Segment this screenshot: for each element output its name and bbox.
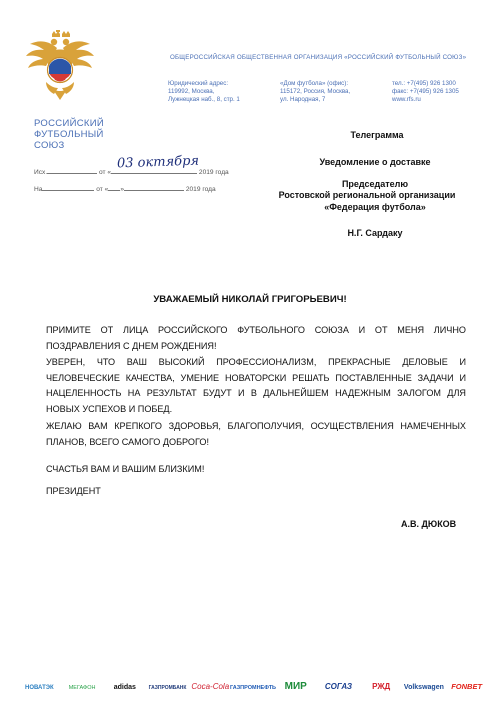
- handwritten-date: 03 октября: [116, 153, 200, 172]
- office-address-line: «Дом футбола» (офис):: [280, 80, 349, 87]
- sponsor-logo: НОВАТЭК: [25, 685, 54, 691]
- recipient-position-2: Ростовской региональной организации: [278, 190, 456, 200]
- organization-name: ОБЩЕРОССИЙСКАЯ ОБЩЕСТВЕННАЯ ОРГАНИЗАЦИЯ «РОССИЙСКИЙ ФУТБОЛЬНЫЙ СОЮЗ»: [170, 54, 467, 61]
- paragraph: ЖЕЛАЮ ВАМ КРЕПКОГО ЗДОРОВЬЯ, БЛАГОПОЛУЧИЯ, ОСУЩЕСТВЛЕНИЯ НАМЕЧЕННЫХ ПЛАНОВ, ВСЕГО САМОГО ДОБРОГО!: [46, 421, 466, 447]
- recipient-position-1: Председателю: [341, 179, 409, 189]
- signatory-name: А.В. ДЮКОВ: [401, 519, 457, 529]
- signature-title: ПРЕЗИДЕНТ: [46, 485, 101, 496]
- outgoing-year: 2019 года: [198, 169, 229, 176]
- sponsor-logo: РЖД: [372, 682, 391, 691]
- incoming-year: 2019 года: [185, 186, 216, 193]
- sponsor-logo: СОГАЗ: [324, 682, 353, 691]
- incoming-from-label: от «: [96, 186, 109, 193]
- legal-address-line: Юридический адрес:: [168, 80, 229, 87]
- fax-line: факс: +7(495) 926 1305: [392, 88, 459, 95]
- sponsor-logo: МЕГАФОН: [68, 685, 96, 691]
- contacts: [392, 80, 459, 104]
- website-link[interactable]: www.rfs.ru: [392, 96, 421, 103]
- delivery-notice: Уведомление о доставке: [319, 157, 431, 167]
- phone-line: тел.: +7(495) 926 1300: [392, 80, 456, 87]
- rfs-emblem-logo: [24, 30, 96, 112]
- sponsor-logo: Volkswagen: [403, 684, 444, 691]
- sponsor-logo: МИР: [284, 681, 307, 692]
- office-address-line: ул. Народная, 7: [280, 96, 326, 103]
- letter-body: [46, 323, 466, 499]
- paragraph: УВЕРЕН, ЧТО ВАШ ВЫСОКИЙ ПРОФЕССИОНАЛИЗМ, ПРЕКРАСНЫЕ ДЕЛОВЫЕ И ЧЕЛОВЕЧЕСКИЕ КАЧЕСТВА, УМЕНИЕ НОВАТОРСКИ РЕШАТЬ ПОСТАВЛЕННЫЕ ЗАДАЧИ И НАЦЕЛЕННОСТЬ НА РЕЗУЛЬТАТ БУДУТ И В ДАЛЬНЕЙШЕМ НАДЕЖНЫМ ЗАЛОГОМ ДЛЯ НОВЫХ УСПЕХОВ И ПОБЕД.: [46, 357, 466, 414]
- outgoing-from-label: от «: [99, 169, 112, 176]
- recipient-name: Н.Г. Сардаку: [347, 228, 403, 238]
- legal-address-line: 119992, Москва,: [168, 88, 215, 95]
- brand-name: [34, 118, 104, 151]
- sponsor-logo: adidas: [113, 684, 136, 691]
- legal-address: [168, 80, 240, 104]
- sponsor-logo: ГАЗПРОМБАНК: [148, 685, 187, 691]
- outgoing-prefix: Исх.: [34, 169, 48, 176]
- telegram-label: Телеграмма: [350, 130, 404, 140]
- incoming-reference: [34, 183, 216, 193]
- sponsor-logo: ГАЗПРОМНЕФТЬ: [229, 685, 277, 691]
- recipient-position-3: «Федерация футбола»: [324, 202, 426, 212]
- brand-line-1: РОССИЙСКИЙ: [34, 118, 104, 129]
- legal-address-line: Лужнецкая наб., 8, стр. 1: [168, 96, 240, 103]
- letter-greeting: УВАЖАЕМЫЙ НИКОЛАЙ ГРИГОРЬЕВИЧ!: [153, 294, 347, 305]
- office-address: [280, 80, 350, 104]
- sponsor-logo: FONBET: [451, 682, 483, 691]
- brand-line-2: ФУТБОЛЬНЫЙ: [34, 129, 104, 140]
- paragraph: СЧАСТЬЯ ВАМ И ВАШИМ БЛИЗКИМ!: [46, 464, 205, 474]
- sponsor-strip: [18, 670, 488, 700]
- sponsor-logo: Coca-Cola: [191, 682, 230, 691]
- brand-line-3: СОЮЗ: [34, 140, 65, 151]
- incoming-quote: »: [120, 186, 124, 193]
- office-address-line: 115172, Россия, Москва,: [280, 88, 351, 95]
- paragraph: ПРИМИТЕ ОТ ЛИЦА РОССИЙСКОГО ФУТБОЛЬНОГО СОЮЗА И ОТ МЕНЯ ЛИЧНО ПОЗДРАВЛЕНИЯ С ДНЕМ РОЖДЕНИЯ!: [46, 325, 466, 351]
- incoming-prefix: На: [34, 186, 43, 193]
